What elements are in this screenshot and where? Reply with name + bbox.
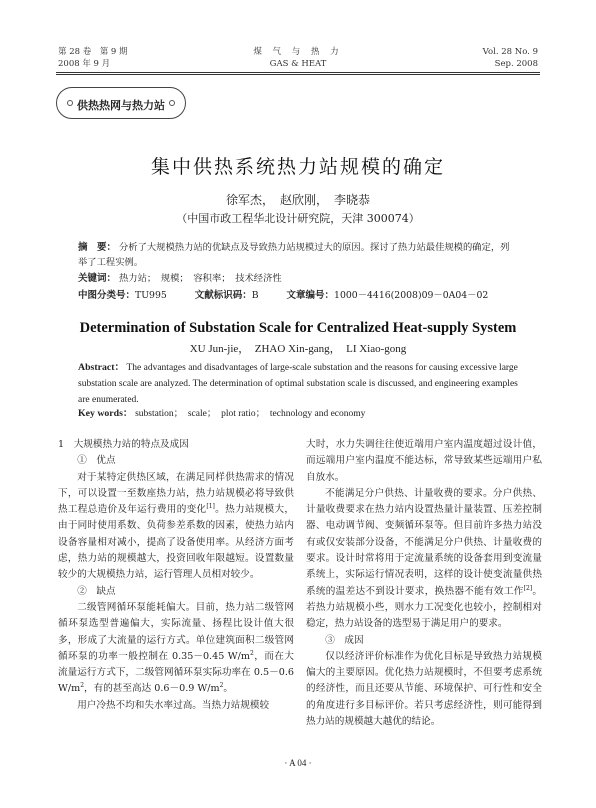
paragraph-causes: 仅以经济评价标准作为优化目标是导致热力站规模偏大的主要原因。优化热力站规模时，不但要考虑系统的经济性，而且还要从节能、环境保护、可行性和安全的角度进行多目标评价。若只考虑经济性，则可能得到热力站的规模越大越优的结论。 xyxy=(306,650,542,728)
paragraph-uneven-heating: 用户冷热不均和失水率过高。当热力站规模较 xyxy=(77,699,270,711)
keywords-en-text: substation； scale； plot ratio； technology and economy xyxy=(135,409,366,419)
keywords-en xyxy=(78,406,518,422)
paragraph-disadvantages xyxy=(58,600,294,698)
volume-number-en: Vol. 28 No. 9 xyxy=(482,47,538,57)
keywords-cn xyxy=(78,271,518,286)
article-title-cn: 集中供热系统热力站规模的确定 xyxy=(150,156,445,178)
body-column-right xyxy=(306,437,542,730)
keywords-cn-label: 关键词： xyxy=(78,273,117,284)
paragraph-metering xyxy=(306,486,542,633)
doc-code-value: B xyxy=(251,290,259,301)
keywords-en-label: Key words： xyxy=(78,408,133,419)
volume-issue: 第 28 卷 第 9 期 xyxy=(58,47,128,57)
page-number: · A 04 · xyxy=(284,758,312,768)
abstract-cn-label: 摘 要： xyxy=(78,242,117,253)
paragraph-text: 对于某特定供热区域，在满足同样供热需求的情况下，可以设置一至数座热力站，热力站规模必将导致供热工程总造价及年运行费用的变化 xyxy=(58,471,294,516)
subheading-advantages: ① 优点 xyxy=(77,455,116,467)
abstract-en xyxy=(78,360,518,408)
superscript: 2 xyxy=(80,682,85,690)
paragraph-text: 不能满足分户供热、计量收费的要求。分户供热、计量收费要求在热力站内设置热量计量装置、压差控制器、电动调节阀、变频循环泵等。但目前许多热力站没有或仅安装部分设备，不能满足分户供热、计量收费的要求。设计时常将用于定流量系统的设备套用到变流量系统上，实际运行情况表明，这样的设计使变流量供热系统的温差达不到设计要求，换热器不能有效工作 xyxy=(306,487,542,597)
column-banner xyxy=(56,87,186,119)
doc-code-label: 文献标识码： xyxy=(194,290,252,301)
journal-name-en: GAS & HEAT xyxy=(269,59,327,69)
abstract-en-text: The advantages and disadvantages of large-scale substation and the reasons for causing excessive large substation scale are analyzed. The determination of optimal substation scale is discussed, and engineering examples are enumerated. xyxy=(78,363,518,405)
publication-date-en: Sep. 2008 xyxy=(494,59,538,69)
publication-date-cn: 2008 年 9 月 xyxy=(58,59,111,69)
body-column-left xyxy=(58,437,294,714)
paragraph-text: ，有的甚至高达 0.6－0.9 W/m xyxy=(84,683,220,695)
journal-name-cn: 煤 气 与 热 力 xyxy=(253,47,343,57)
paragraph-text: ，而在大流量运行方式下，二级管网循环泵实际功率在 0.5－0.6 W/m xyxy=(58,650,295,695)
paragraph-continued: 大时，水力失调往往使近端用户室内温度超过设计值，而远端用户室内温度不能达标，常导致某些远端用户私自放水。 xyxy=(306,439,542,483)
paragraph-advantages xyxy=(58,470,294,584)
subheading-disadvantages: ② 缺点 xyxy=(77,585,116,597)
running-header-right xyxy=(483,46,538,70)
column-banner-label: 供热热网与热力站 xyxy=(77,99,165,112)
header-rule-bottom xyxy=(56,74,540,75)
subheading-causes: ③ 成因 xyxy=(325,634,364,646)
keywords-cn-text: 热力站； 规模； 容积率； 技术经济性 xyxy=(118,273,282,284)
clc-label: 中图分类号： xyxy=(78,290,136,301)
abstract-en-label: Abstract： xyxy=(78,362,125,373)
paragraph-text: 。 xyxy=(223,683,234,695)
article-number-value: 1000－4416(2008)09－0A04－02 xyxy=(334,290,489,301)
paragraph-text: 。热力站规模大，由于同时使用系数、负荷参差系数的因素，使热力站内设备容量相对减小，提高了设备使用率。从经济方面考虑，热力站的规模越大，投资回收年限越短。设置数量较少的大规模热力站，运行管理人员相对较少。 xyxy=(58,504,295,581)
authors-cn: 徐军杰， 赵欣刚， 李晓恭 xyxy=(225,193,370,207)
paragraph-text: 二级管网循环泵能耗偏大。目前，热力站二级管网循环泵选型普遍偏大，实际流量、扬程比设计值大很多，形成了大流量的运行方式。单位建筑面积二级管网循环泵的功率一般控制在 0.35－0.45 W/m xyxy=(58,601,294,662)
abstract-cn-text: 分析了大规模热力站的优缺点及导致热力站规模过大的原因。探讨了热力站最佳规模的确定，列举了工程实例。 xyxy=(78,242,510,268)
article-number-label: 文章编号： xyxy=(286,290,335,301)
superscript: 2 xyxy=(219,682,224,690)
classification-line xyxy=(78,288,518,303)
superscript: 2 xyxy=(250,649,254,657)
clc-value: TU995 xyxy=(135,290,167,301)
abstract-cn xyxy=(78,240,518,270)
section-heading: 1 大规模热力站的特点及成因 xyxy=(58,439,189,450)
citation-ref: [2] xyxy=(523,584,533,592)
article-title-en: Determination of Substation Scale for Centralized Heat-supply System xyxy=(79,320,517,336)
header-rule-top xyxy=(56,72,540,73)
affiliation-cn: （中国市政工程华北设计研究院，天津 300074） xyxy=(176,212,420,225)
authors-en: XU Jun-jie， ZHAO Xin-gang， LI Xiao-gong xyxy=(189,343,407,355)
banner-right-dot-icon xyxy=(169,100,175,106)
paragraph-text: 。若热力站规模小些，则水力工况变化也较小，控制相对稳定，热力站设备的选型易于满足用户的要求。 xyxy=(306,585,543,630)
citation-ref: [1] xyxy=(206,503,215,511)
